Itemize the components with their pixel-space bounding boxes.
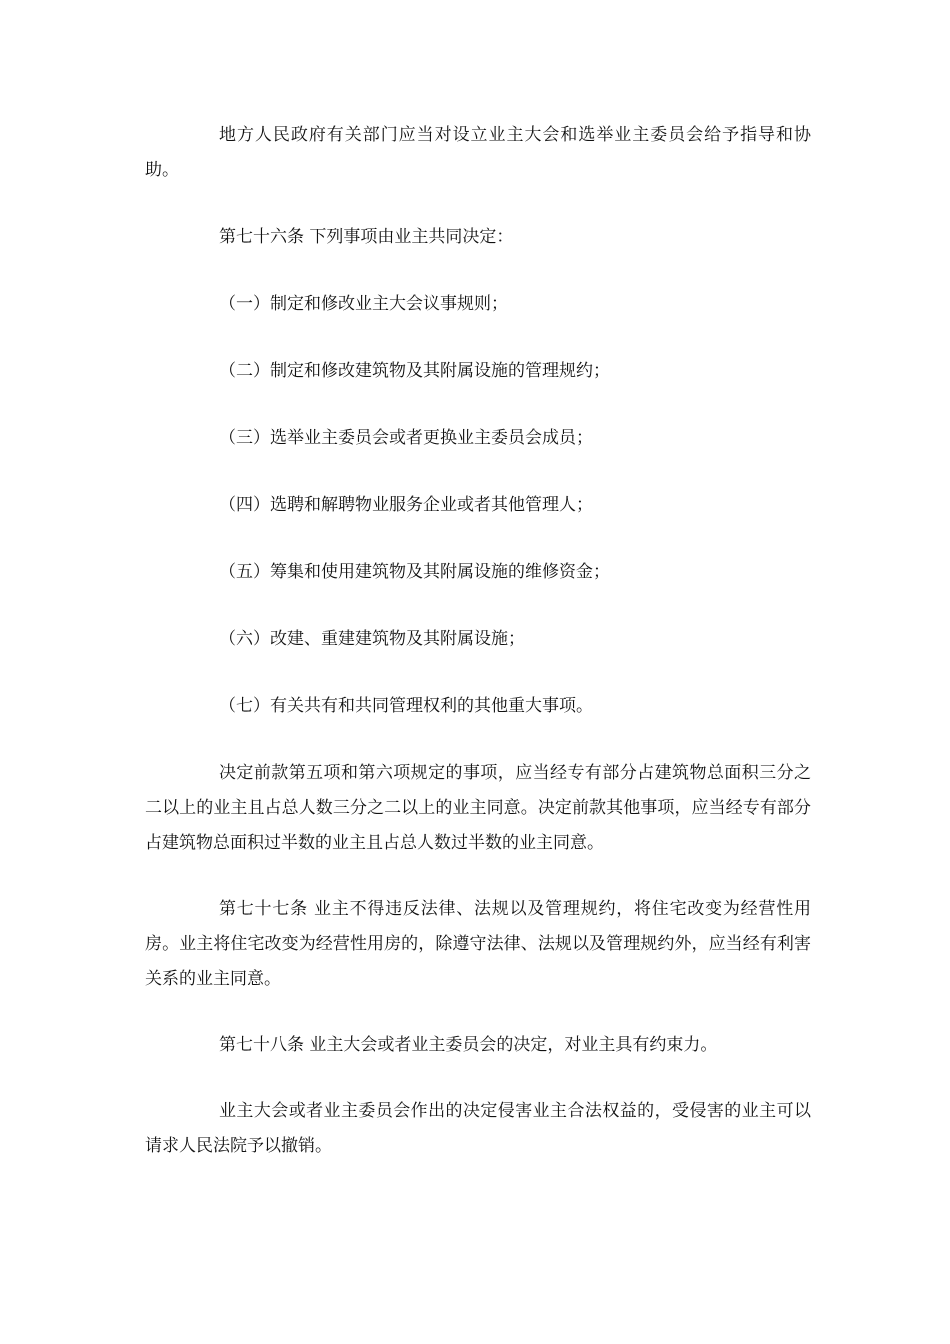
- list-item-1: （一）制定和修改业主大会议事规则；: [219, 294, 508, 314]
- paragraph-article-77: 第七十七条 业主不得违反法律、法规以及管理规约，将住宅改变为经营性用房。业主将住宅改变为经营性用房的，除遵守法律、法规以及管理规约外，应当经有利害关系的业主同意。: [145, 899, 811, 989]
- paragraph-decision-threshold: 决定前款第五项和第六项规定的事项，应当经专有部分占建筑物总面积三分之二以上的业主且占总人数三分之二以上的业主同意。决定前款其他事项，应当经专有部分占建筑物总面积过半数的业主且占总人数过半数的业主同意。: [145, 763, 811, 853]
- list-item-2: （二）制定和修改建筑物及其附属设施的管理规约；: [219, 361, 610, 381]
- paragraph-guidance: 地方人民政府有关部门应当对设立业主大会和选举业主委员会给予指导和协助。: [145, 125, 811, 180]
- list-item-3: （三）选举业主委员会或者更换业主委员会成员；: [219, 428, 593, 448]
- list-item-7: （七）有关共有和共同管理权利的其他重大事项。: [219, 696, 593, 716]
- paragraph-article-76: 第七十六条 下列事项由业主共同决定：: [219, 227, 514, 247]
- document-body: [145, 118, 811, 1164]
- paragraph-revocation: 业主大会或者业主委员会作出的决定侵害业主合法权益的，受侵害的业主可以请求人民法院予以撤销。: [145, 1101, 811, 1156]
- list-item-5: （五）筹集和使用建筑物及其附属设施的维修资金；: [219, 562, 610, 582]
- paragraph-article-78: 第七十八条 业主大会或者业主委员会的决定，对业主具有约束力。: [219, 1035, 718, 1055]
- list-item-6: （六）改建、重建建筑物及其附属设施；: [219, 629, 525, 649]
- list-item-4: （四）选聘和解聘物业服务企业或者其他管理人；: [219, 495, 593, 515]
